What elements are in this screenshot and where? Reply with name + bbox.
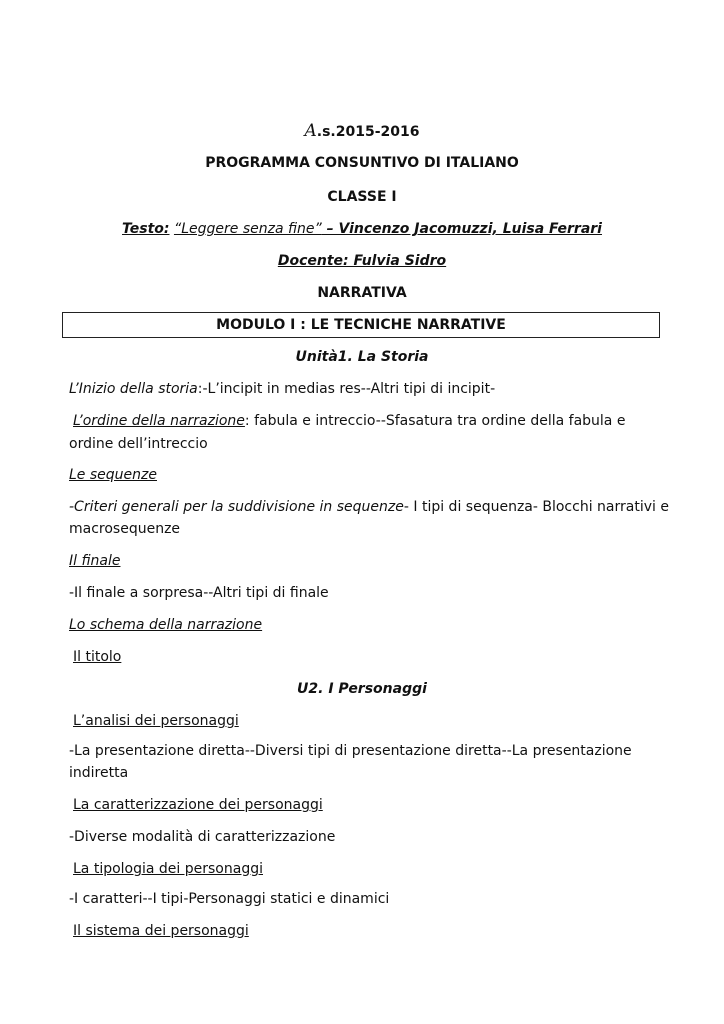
- finale-text: -Il finale a sorpresa--Altri tipi di finale: [69, 585, 329, 601]
- school-year-rest: .s.2015-2016: [316, 124, 420, 140]
- module-title-box: [62, 312, 660, 338]
- sequenze-italic-text: -Criteri generali per la suddivisione in sequenze: [69, 499, 404, 515]
- inizio-text: :-L’incipit in medias res--Altri tipi di incipit-: [197, 381, 496, 397]
- document-title: PROGRAMMA CONSUNTIVO DI ITALIANO: [205, 155, 519, 171]
- school-year-prefix: A: [304, 121, 317, 141]
- textbook-label: Testo:: [122, 221, 170, 237]
- class-label: CLASSE I: [327, 189, 397, 205]
- sequenze-line-2: macrosequenze: [69, 521, 181, 537]
- analisi-text: -La presentazione diretta--Diversi tipi di presentazione diretta--La presentazione: [69, 743, 632, 759]
- inizio-line: [69, 378, 495, 400]
- analisi-text-2: indiretta: [69, 765, 129, 781]
- sequenze-heading: Le sequenze: [69, 467, 157, 483]
- sequenze-text: - I tipi di sequenza- Blocchi narrativi e: [403, 499, 669, 515]
- school-year: [0, 120, 724, 143]
- sistema-heading: Il sistema dei personaggi: [73, 923, 249, 939]
- inizio-label: L’Inizio della storia: [69, 381, 198, 397]
- analisi-heading: L’analisi dei personaggi: [73, 713, 239, 729]
- textbook-title: “Leggere senza fine”: [173, 221, 322, 237]
- ordine-text: : fabula e intreccio--Sfasatura tra ordine della fabula e: [244, 413, 626, 429]
- titolo-heading: Il titolo: [73, 649, 122, 665]
- module-title: MODULO I : LE TECNICHE NARRATIVE: [216, 317, 506, 333]
- ordine-line-2: ordine dell’intreccio: [69, 436, 208, 452]
- textbook-authors: – Vincenzo Jacomuzzi, Luisa Ferrari: [321, 221, 602, 237]
- unit1-title: Unità1. La Storia: [295, 349, 429, 365]
- textbook-line: [0, 218, 724, 240]
- teacher-name: Docente: Fulvia Sidro: [277, 253, 447, 269]
- tipologia-heading: La tipologia dei personaggi: [73, 861, 263, 877]
- genre-heading: NARRATIVA: [317, 285, 407, 301]
- sequenze-line: [69, 496, 669, 518]
- caratterizzazione-heading: La caratterizzazione dei personaggi: [73, 797, 323, 813]
- unit2-title: U2. I Personaggi: [297, 681, 427, 697]
- finale-heading: Il finale: [69, 553, 121, 569]
- ordine-label: L’ordine della narrazione: [73, 413, 245, 429]
- caratterizzazione-text: -Diverse modalità di caratterizzazione: [69, 829, 336, 845]
- ordine-line: [73, 410, 625, 432]
- schema-heading: Lo schema della narrazione: [69, 617, 263, 633]
- tipologia-text: -I caratteri--I tipi-Personaggi statici e dinamici: [69, 891, 390, 907]
